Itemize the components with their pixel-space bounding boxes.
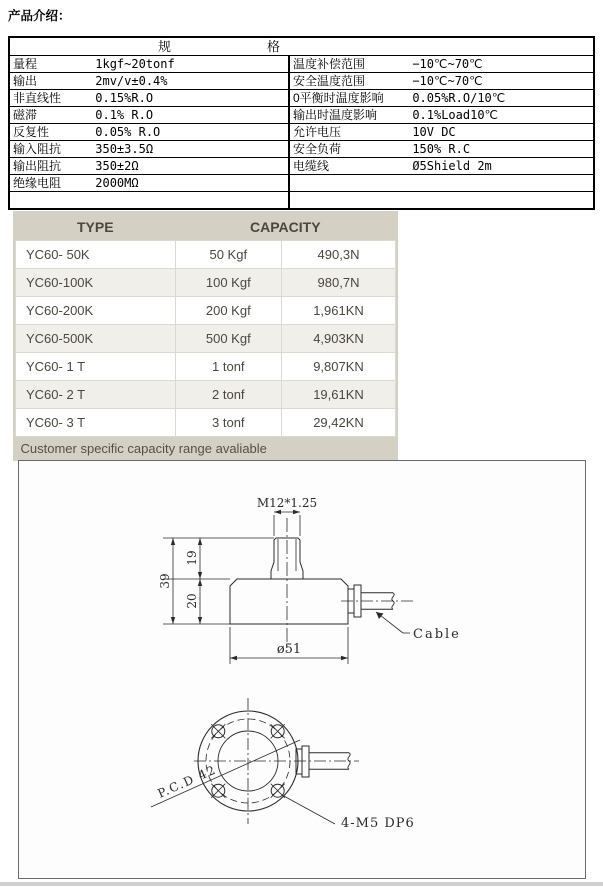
capacity-type: YC60-200K [16,297,176,325]
spec-table-title: 规格 [158,38,377,54]
capacity-type: YC60- 3 T [16,409,176,437]
spec-label: 安全温度范围 [289,73,403,90]
capacity-newton: 29,42KN [281,409,395,437]
capacity-type: YC60-100K [16,269,176,297]
spec-value: 0.15%R.O [86,90,289,107]
spec-label: 输出时温度影响 [289,107,403,124]
pcd-dimension-label: P.C.D 42 [155,762,219,801]
spec-label: 输出 [9,73,86,90]
spec-value: 0.1%Load10℃ [403,107,594,124]
capacity-type: YC60- 50K [16,241,176,269]
capacity-kgf: 3 tonf [175,409,281,437]
bolt-hole-icon [211,724,225,738]
spec-value [403,175,594,192]
cable-label: Cable [413,627,461,642]
table-row [16,241,396,269]
spec-label [9,192,86,210]
spec-label: 电缆线 [289,158,403,175]
technical-drawing-box [18,460,586,879]
spec-label: 温度补偿范围 [289,56,403,73]
spec-label: 输出阻抗 [9,158,86,175]
spec-label: 安全负荷 [289,141,403,158]
spec-value: 350±3.5Ω [86,141,289,158]
spec-value: −10℃~70℃ [403,56,594,73]
side-view-drawing [163,510,415,664]
capacity-header-type: TYPE [16,213,176,241]
spec-row [9,141,594,158]
capacity-kgf: 1 tonf [175,353,281,381]
spec-row [9,175,594,192]
spec-value: 10V DC [403,124,594,141]
capacity-type: YC60-500K [16,325,176,353]
load-cell-drawing [19,461,585,878]
table-row [16,269,396,297]
spec-label: 量程 [9,56,86,73]
spec-label: 允许电压 [289,124,403,141]
spec-value [403,192,594,210]
spec-label: 磁滞 [9,107,86,124]
spec-row [9,124,594,141]
capacity-type: YC60- 2 T [16,381,176,409]
spec-value: Ø5Shield 2m [403,158,594,175]
capacity-kgf: 2 tonf [175,381,281,409]
spec-value: 0.1% R.O [86,107,289,124]
bolt-hole-icon [271,724,285,738]
spec-label: 输入阻抗 [9,141,86,158]
capacity-newton: 4,903KN [281,325,395,353]
spec-row [9,90,594,107]
capacity-footer-note: Customer specific capacity range avaliable [16,437,396,460]
table-row [16,297,396,325]
thread-dimension-label: M12*1.25 [256,496,318,510]
scan-edge-strip [0,882,603,886]
capacity-newton: 19,61KN [281,381,395,409]
spec-value: 0.05%R.O/10℃ [403,90,594,107]
table-row [16,353,396,381]
capacity-table [15,213,396,459]
spec-value: 1kgf~20tonf [86,56,289,73]
capacity-newton: 1,961KN [281,297,395,325]
capacity-footer-row [16,437,396,460]
spec-value: 2mv/v±0.4% [86,73,289,90]
diameter-dimension-label: ø51 [276,642,302,657]
table-row [16,409,396,437]
spec-header-row [9,37,594,56]
spec-value: 0.05% R.O [86,124,289,141]
capacity-table-frame [13,211,398,461]
top-view-drawing [151,698,359,824]
spec-label: 0平衡时温度影响 [289,90,403,107]
spec-value: 2000MΩ [86,175,289,192]
spec-table-title-cell [9,37,594,56]
capacity-header-capacity: CAPACITY [175,213,395,241]
body-height-dimension: 20 [185,593,199,609]
capacity-header-row [16,213,396,241]
capacity-kgf: 200 Kgf [175,297,281,325]
spec-label [289,192,403,210]
capacity-kgf: 100 Kgf [175,269,281,297]
spec-label: 非直线性 [9,90,86,107]
capacity-newton: 490,3N [281,241,395,269]
mounting-holes-label: 4-M5 DP6 [341,816,415,831]
table-row [16,325,396,353]
capacity-type: YC60- 1 T [16,353,176,381]
page-title: 产品介绍： [8,9,71,23]
spec-row [9,56,594,73]
spec-value: −10℃~70℃ [403,73,594,90]
spec-label [289,175,403,192]
total-height-dimension: 39 [158,573,172,589]
capacity-newton: 980,7N [281,269,395,297]
spec-value [86,192,289,210]
spec-row [9,158,594,175]
bolt-hole-icon [211,784,225,798]
spec-value: 350±2Ω [86,158,289,175]
spec-row [9,73,594,90]
table-row [16,381,396,409]
spec-label: 绝缘电阻 [9,175,86,192]
spec-row [9,107,594,124]
spec-value: 150% R.C [403,141,594,158]
capacity-newton: 9,807KN [281,353,395,381]
capacity-kgf: 50 Kgf [175,241,281,269]
spec-row [9,192,594,210]
capacity-kgf: 500 Kgf [175,325,281,353]
spec-label: 反复性 [9,124,86,141]
spec-table [8,36,595,210]
stud-height-dimension: 19 [185,550,199,566]
